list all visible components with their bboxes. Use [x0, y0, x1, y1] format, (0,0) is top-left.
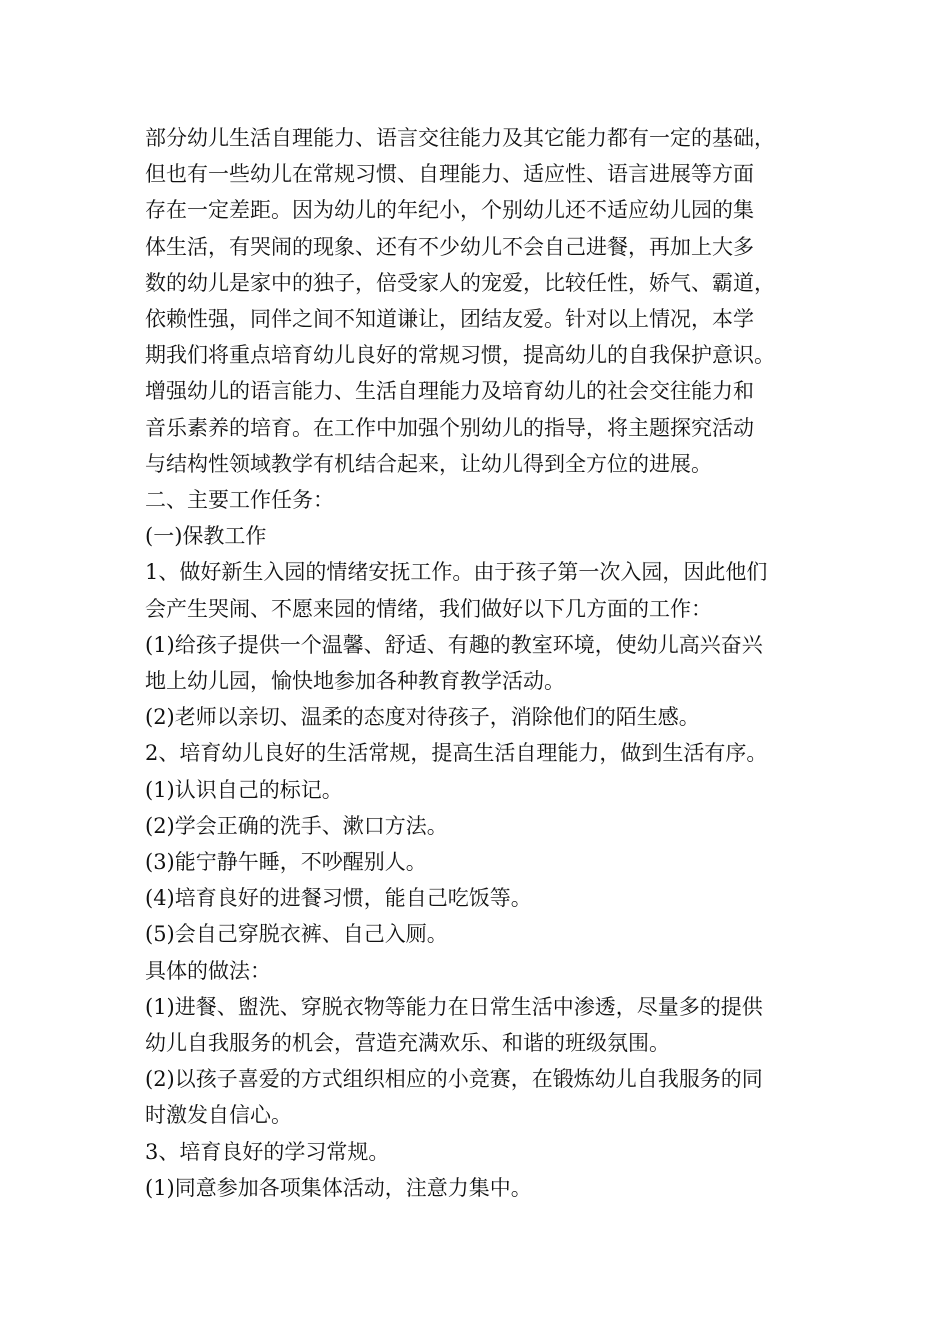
text-line: 与结构性领域教学有机结合起来，让幼儿得到全方位的进展。 [145, 451, 712, 476]
text-line: 幼儿自我服务的机会，营造充满欢乐、和谐的班级氛围。 [145, 1031, 670, 1056]
method-1-paragraph [145, 989, 825, 1061]
text-line: 存在一定差距。因为幼儿的年纪小，个别幼儿还不适应幼儿园的集 [145, 198, 754, 223]
text-line: 增强幼儿的语言能力、生活自理能力及培育幼儿的社会交往能力和 [145, 379, 754, 404]
item-3: 3、培育良好的学习常规。 [145, 1139, 390, 1164]
method-2-paragraph [145, 1061, 825, 1133]
item-2: 2、培育幼儿良好的生活常规，提高生活自理能力，做到生活有序。 [145, 741, 768, 766]
text-line: (1)进餐、盥洗、穿脱衣物等能力在日常生活中渗透，尽量多的提供 [145, 994, 763, 1019]
text-line: 体生活，有哭闹的现象、还有不少幼儿不会自己进餐，再加上大多 [145, 234, 754, 259]
item-2-sub: (1)认识自己的标记。 [145, 777, 343, 802]
text-line: 会产生哭闹、不愿来园的情绪，我们做好以下几方面的工作： [145, 596, 712, 621]
item-2-sub: (5)会自己穿脱衣裤、自己入厕。 [145, 922, 448, 947]
text-line: 数的幼儿是家中的独子，倍受家人的宠爱，比较任性，娇气、霸道， [145, 270, 775, 295]
text-line: 音乐素养的培育。在工作中加强个别幼儿的指导，将主题探究活动 [145, 415, 754, 440]
text-line: 部分幼儿生活自理能力、语言交往能力及其它能力都有一定的基础， [145, 126, 775, 150]
item-1-paragraph [145, 554, 825, 626]
text-line: (1)给孩子提供一个温馨、舒适、有趣的教室环境，使幼儿高兴奋兴 [145, 632, 763, 657]
text-line: 期我们将重点培育幼儿良好的常规习惯，提高幼儿的自我保护意识。 [145, 343, 775, 368]
methods-heading: 具体的做法： [145, 958, 271, 983]
intro-paragraph [145, 120, 825, 482]
text-line: 但也有一些幼儿在常规习惯、自理能力、适应性、语言进展等方面 [145, 162, 754, 187]
text-line: 1、做好新生入园的情绪安抚工作。由于孩子第一次入园，因此他们 [145, 560, 768, 585]
item-2-sub: (3)能宁静午睡，不吵醒别人。 [145, 850, 427, 875]
subsection-heading: (一)保教工作 [145, 524, 267, 549]
document-body [145, 120, 825, 1206]
item-1-sub-1 [145, 627, 825, 699]
item-3-sub-1: (1)同意参加各项集体活动，注意力集中。 [145, 1175, 532, 1200]
section-heading: 二、主要工作任务： [145, 488, 334, 513]
item-2-sub: (2)学会正确的洗手、漱口方法。 [145, 813, 448, 838]
text-line: 地上幼儿园，愉快地参加各种教育教学活动。 [145, 669, 565, 694]
item-1-sub-2: (2)老师以亲切、温柔的态度对待孩子，消除他们的陌生感。 [145, 705, 700, 730]
item-2-sub: (4)培育良好的进餐习惯，能自己吃饭等。 [145, 886, 532, 911]
text-line: 依赖性强，同伴之间不知道谦让，团结友爱。针对以上情况，本学 [145, 307, 754, 332]
text-line: 时激发自信心。 [145, 1103, 292, 1128]
text-line: (2)以孩子喜爱的方式组织相应的小竞赛，在锻炼幼儿自我服务的同 [145, 1067, 763, 1092]
